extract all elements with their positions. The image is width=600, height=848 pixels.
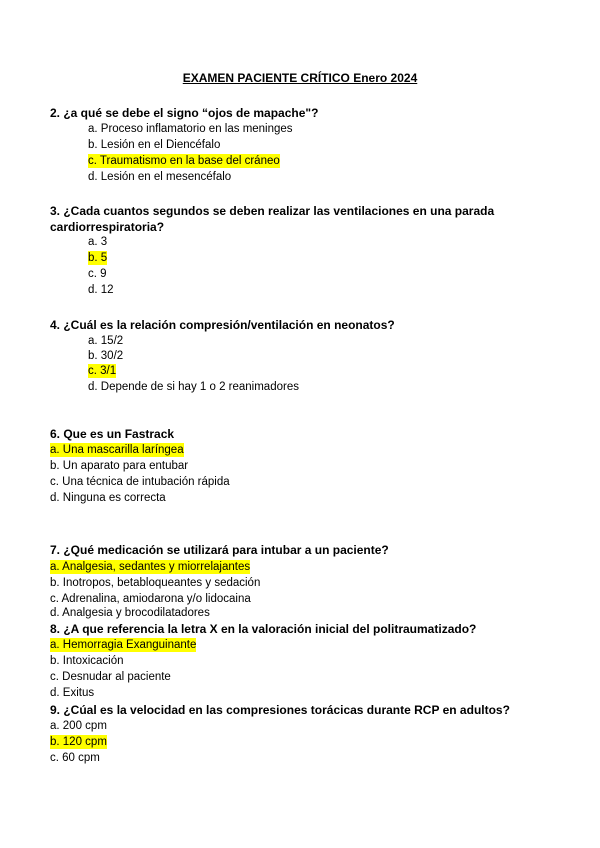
option-8b: b. Intoxicación (50, 655, 124, 667)
question-8: 8. ¿A que referencia la letra X en la valoración inicial del politraumatizado? (50, 622, 477, 636)
question-4: 4. ¿Cuál es la relación compresión/ventilación en neonatos? (50, 318, 395, 332)
option-6b: b. Un aparato para entubar (50, 460, 189, 472)
question-3: 3. ¿Cada cuantos segundos se deben realizar las ventilaciones en una parada cardiorrespiratoria? (50, 204, 495, 234)
option-8d: d. Exitus (50, 687, 95, 699)
question-9: 9. ¿Cúal es la velocidad en las compresiones torácicas durante RCP en adultos? (50, 703, 510, 717)
option-4b: b. 30/2 (88, 350, 124, 362)
option-8c: c. Desnudar al paciente (50, 671, 171, 683)
option-9a: a. 200 cpm (50, 720, 107, 732)
option-3a: a. 3 (88, 236, 108, 248)
question-2: 2. ¿a qué se debe el signo “ojos de mapache"? (50, 106, 319, 120)
option-6a-correct: a. Una mascarilla laríngea (50, 444, 184, 456)
question-7: 7. ¿Qué medicación se utilizará para intubar a un paciente? (50, 543, 389, 557)
option-3b-correct: b. 5 (88, 252, 108, 264)
option-7a-correct: a. Analgesia, sedantes y miorrelajantes (50, 561, 251, 573)
option-3c: c. 9 (88, 268, 107, 280)
option-2c-correct: c. Traumatismo en la base del cráneo (88, 155, 280, 167)
option-4d: d. Depende de si hay 1 o 2 reanimadores (88, 381, 299, 393)
option-6c: c. Una técnica de intubación rápida (50, 476, 230, 488)
option-7d: d. Analgesia y brocodilatadores (50, 607, 210, 619)
option-8a-correct: a. Hemorragia Exanguinante (50, 639, 197, 651)
question-6: 6. Que es un Fastrack (50, 427, 175, 441)
option-4c-correct: c. 3/1 (88, 365, 117, 377)
option-2a: a. Proceso inflamatorio en las meninges (88, 123, 293, 135)
option-2b: b. Lesión en el Diencéfalo (88, 139, 221, 151)
option-3d: d. 12 (88, 284, 114, 296)
option-6d: d. Ninguna es correcta (50, 492, 166, 504)
document-title: EXAMEN PACIENTE CRÍTICO Enero 2024 (182, 71, 418, 85)
option-9c: c. 60 cpm (50, 752, 100, 764)
option-7c: c. Adrenalina, amiodarona y/o lidocaina (50, 593, 251, 605)
option-7b: b. Inotropos, betabloqueantes y sedación (50, 577, 261, 589)
option-2d: d. Lesión en el mesencéfalo (88, 171, 232, 183)
option-4a: a. 15/2 (88, 335, 124, 347)
option-9b-correct: b. 120 cpm (50, 736, 107, 748)
